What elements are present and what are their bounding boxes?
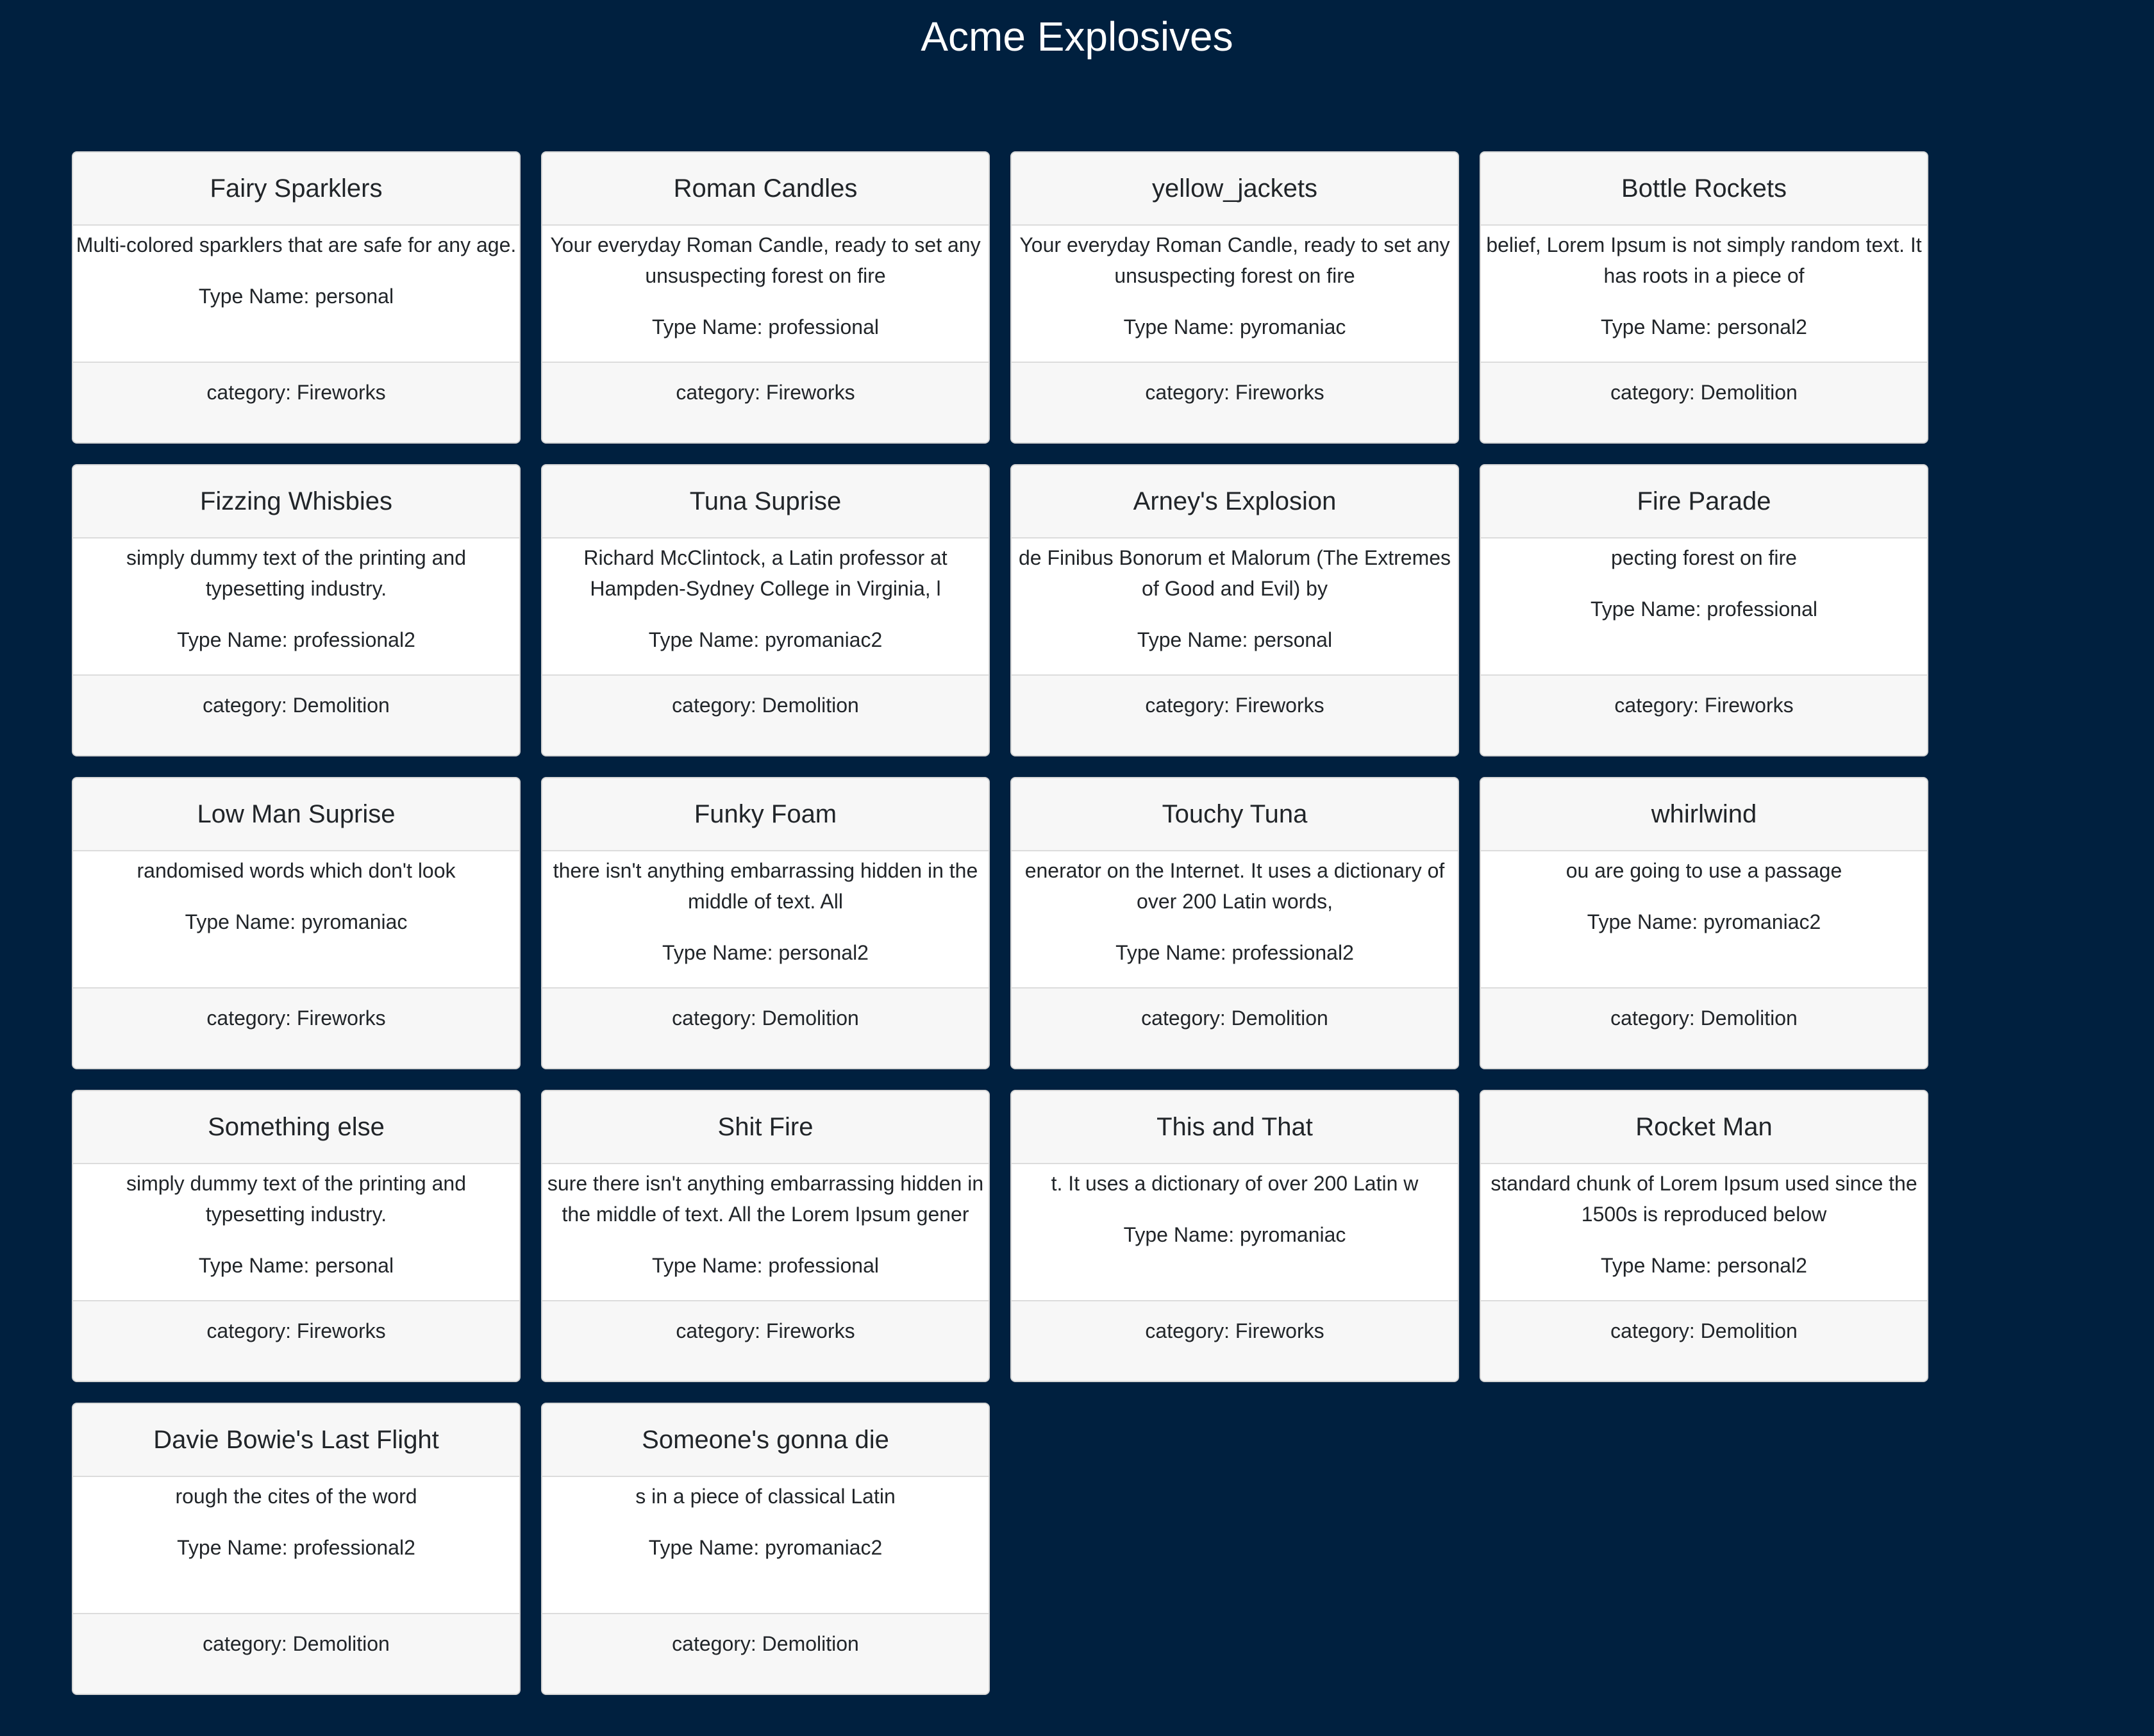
product-card: [541, 777, 990, 1069]
product-description: pecting forest on fire: [1611, 546, 1797, 569]
product-card: [72, 1090, 521, 1382]
product-type-name: professional: [1707, 597, 1817, 621]
product-type-line: [76, 1250, 517, 1281]
category-label: category:: [672, 1632, 762, 1655]
product-type-name: personal2: [778, 941, 869, 964]
product-type-line: [1483, 906, 1924, 937]
type-label: Type Name:: [652, 1254, 769, 1277]
product-category: Fireworks: [1235, 694, 1324, 717]
card-footer: [1481, 362, 1927, 442]
product-type-name: professional2: [293, 1536, 415, 1559]
type-label: Type Name:: [1587, 910, 1704, 933]
product-card: [1010, 1090, 1459, 1382]
type-label: Type Name:: [185, 910, 301, 933]
card-footer: [73, 1613, 519, 1694]
product-description: simply dummy text of the printing and typesetting industry.: [126, 1172, 466, 1226]
product-name: Davie Bowie's Last Flight: [73, 1404, 519, 1477]
type-label: Type Name:: [652, 315, 769, 338]
product-name: Funky Foam: [542, 778, 989, 851]
product-category: Demolition: [1231, 1006, 1328, 1030]
card-footer: [542, 1613, 989, 1694]
product-card: [1480, 464, 1928, 756]
category-label: category:: [672, 1006, 762, 1030]
product-card: [1010, 151, 1459, 444]
card-body: [1481, 538, 1927, 674]
product-description: Multi-colored sparklers that are safe for any age.: [76, 233, 517, 256]
category-label: category:: [206, 381, 297, 404]
product-type-line: [1014, 312, 1455, 342]
page-title: Acme Explosives: [921, 13, 1233, 60]
card-footer: [542, 362, 989, 442]
category-label: category:: [1614, 694, 1705, 717]
product-type-name: pyromaniac2: [765, 1536, 883, 1559]
card-footer: [1012, 674, 1458, 755]
product-description: Your everyday Roman Candle, ready to set any unsuspecting forest on fire: [1019, 233, 1450, 287]
type-label: Type Name:: [198, 285, 315, 308]
product-card: [1480, 1090, 1928, 1382]
product-type-line: [545, 937, 986, 968]
product-category: Fireworks: [765, 1319, 855, 1342]
card-body: [73, 1477, 519, 1613]
card-body: [73, 538, 519, 674]
product-type-name: personal: [315, 1254, 394, 1277]
card-footer: [542, 674, 989, 755]
product-type-name: professional: [768, 1254, 879, 1277]
type-label: Type Name:: [198, 1254, 315, 1277]
product-category: Fireworks: [1235, 1319, 1324, 1342]
product-description: standard chunk of Lorem Ipsum used since the 1500s is reproduced below: [1490, 1172, 1917, 1226]
product-card: [1010, 777, 1459, 1069]
product-category: Fireworks: [296, 1006, 386, 1030]
category-label: category:: [1610, 1319, 1701, 1342]
product-description: t. It uses a dictionary of over 200 Latin w: [1051, 1172, 1419, 1195]
card-body: [1481, 1164, 1927, 1300]
card-body: [542, 226, 989, 362]
card-body: [542, 1164, 989, 1300]
type-label: Type Name:: [177, 628, 294, 651]
type-label: Type Name:: [648, 628, 765, 651]
product-description: Your everyday Roman Candle, ready to set any unsuspecting forest on fire: [550, 233, 981, 287]
product-description: de Finibus Bonorum et Malorum (The Extremes of Good and Evil) by: [1018, 546, 1451, 600]
product-card: [541, 1403, 990, 1695]
product-description: s in a piece of classical Latin: [635, 1485, 896, 1508]
product-description: sure there isn't anything embarrassing hidden in the middle of text. All the Lorem Ipsum gener: [547, 1172, 984, 1226]
product-card: [72, 464, 521, 756]
category-label: category:: [1145, 694, 1235, 717]
type-label: Type Name:: [1601, 1254, 1717, 1277]
card-footer: [73, 362, 519, 442]
product-card: [541, 151, 990, 444]
product-category: Fireworks: [1704, 694, 1794, 717]
card-body: [1012, 851, 1458, 987]
category-label: category:: [206, 1319, 297, 1342]
card-body: [73, 851, 519, 987]
card-footer: [73, 987, 519, 1068]
category-label: category:: [203, 694, 293, 717]
product-type-line: [1483, 1250, 1924, 1281]
product-description: there isn't anything embarrassing hidden in the middle of text. All: [553, 859, 978, 913]
product-name: Low Man Suprise: [73, 778, 519, 851]
card-body: [542, 538, 989, 674]
card-body: [1481, 851, 1927, 987]
card-footer: [1481, 674, 1927, 755]
product-type-line: [1483, 312, 1924, 342]
product-name: Tuna Suprise: [542, 465, 989, 538]
product-description: ou are going to use a passage: [1565, 859, 1842, 882]
product-type-name: personal: [315, 285, 394, 308]
product-category: Fireworks: [296, 381, 386, 404]
product-card: [72, 777, 521, 1069]
category-label: category:: [1610, 381, 1701, 404]
card-body: [542, 1477, 989, 1613]
type-label: Type Name:: [1115, 941, 1232, 964]
category-label: category:: [676, 1319, 766, 1342]
product-grid: [72, 151, 1930, 1695]
product-type-line: [545, 1250, 986, 1281]
type-label: Type Name:: [1601, 315, 1717, 338]
product-type-line: [76, 1532, 517, 1563]
product-type-name: pyromaniac: [301, 910, 408, 933]
product-type-name: pyromaniac: [1240, 315, 1346, 338]
product-type-name: pyromaniac: [1240, 1223, 1346, 1246]
product-type-name: professional: [768, 315, 879, 338]
card-footer: [73, 1300, 519, 1381]
product-card: [72, 1403, 521, 1695]
product-description: simply dummy text of the printing and typesetting industry.: [126, 546, 466, 600]
type-label: Type Name:: [1123, 1223, 1240, 1246]
card-body: [73, 226, 519, 362]
product-category: Fireworks: [765, 381, 855, 404]
product-type-line: [545, 624, 986, 655]
product-category: Fireworks: [296, 1319, 386, 1342]
card-body: [542, 851, 989, 987]
product-type-name: professional2: [293, 628, 415, 651]
card-footer: [1012, 987, 1458, 1068]
type-label: Type Name:: [177, 1536, 294, 1559]
product-category: Demolition: [1700, 1006, 1798, 1030]
product-name: Fizzing Whisbies: [73, 465, 519, 538]
product-description: enerator on the Internet. It uses a dictionary of over 200 Latin words,: [1024, 859, 1445, 913]
card-footer: [1481, 1300, 1927, 1381]
card-footer: [1012, 362, 1458, 442]
product-type-line: [1014, 624, 1455, 655]
product-name: Touchy Tuna: [1012, 778, 1458, 851]
card-footer: [1481, 987, 1927, 1068]
type-label: Type Name:: [1590, 597, 1707, 621]
card-footer: [1012, 1300, 1458, 1381]
product-category: Demolition: [762, 1006, 859, 1030]
product-type-line: [76, 281, 517, 312]
category-label: category:: [672, 694, 762, 717]
product-type-line: [545, 1532, 986, 1563]
product-name: Rocket Man: [1481, 1091, 1927, 1164]
product-description: randomised words which don't look: [137, 859, 456, 882]
product-category: Demolition: [292, 694, 390, 717]
category-label: category:: [676, 381, 766, 404]
card-footer: [542, 987, 989, 1068]
card-body: [73, 1164, 519, 1300]
card-body: [1012, 1164, 1458, 1300]
product-card: [541, 1090, 990, 1382]
product-type-line: [76, 624, 517, 655]
product-name: Bottle Rockets: [1481, 153, 1927, 226]
product-name: Arney's Explosion: [1012, 465, 1458, 538]
card-body: [1012, 226, 1458, 362]
category-label: category:: [206, 1006, 297, 1030]
category-label: category:: [1145, 381, 1235, 404]
product-card: [1010, 464, 1459, 756]
product-card: [1480, 151, 1928, 444]
product-description: belief, Lorem Ipsum is not simply random text. It has roots in a piece of: [1486, 233, 1922, 287]
product-name: Someone's gonna die: [542, 1404, 989, 1477]
product-name: Fairy Sparklers: [73, 153, 519, 226]
card-footer: [73, 674, 519, 755]
product-name: This and That: [1012, 1091, 1458, 1164]
card-body: [1481, 226, 1927, 362]
product-description: Richard McClintock, a Latin professor at Hampden-Sydney College in Virginia, l: [583, 546, 948, 600]
type-label: Type Name:: [1123, 315, 1240, 338]
product-type-name: personal: [1253, 628, 1333, 651]
product-category: Demolition: [292, 1632, 390, 1655]
product-type-name: personal2: [1717, 315, 1807, 338]
product-name: Fire Parade: [1481, 465, 1927, 538]
product-card: [72, 151, 521, 444]
card-footer: [542, 1300, 989, 1381]
category-label: category:: [1141, 1006, 1231, 1030]
product-name: yellow_jackets: [1012, 153, 1458, 226]
product-type-name: personal2: [1717, 1254, 1807, 1277]
card-body: [1012, 538, 1458, 674]
product-type-line: [1014, 1219, 1455, 1250]
product-name: Shit Fire: [542, 1091, 989, 1164]
type-label: Type Name:: [1137, 628, 1254, 651]
type-label: Type Name:: [662, 941, 779, 964]
product-type-line: [76, 906, 517, 937]
product-type-name: pyromaniac2: [765, 628, 883, 651]
product-card: [541, 464, 990, 756]
product-category: Demolition: [762, 694, 859, 717]
product-category: Demolition: [1700, 1319, 1798, 1342]
product-type-line: [1483, 594, 1924, 624]
product-card: [1480, 777, 1928, 1069]
category-label: category:: [1610, 1006, 1701, 1030]
product-name: whirlwind: [1481, 778, 1927, 851]
category-label: category:: [203, 1632, 293, 1655]
category-label: category:: [1145, 1319, 1235, 1342]
product-category: Fireworks: [1235, 381, 1324, 404]
product-category: Demolition: [1700, 381, 1798, 404]
product-type-name: professional2: [1231, 941, 1354, 964]
type-label: Type Name:: [648, 1536, 765, 1559]
product-category: Demolition: [762, 1632, 859, 1655]
product-description: rough the cites of the word: [175, 1485, 417, 1508]
product-type-line: [545, 312, 986, 342]
product-name: Something else: [73, 1091, 519, 1164]
product-type-name: pyromaniac2: [1703, 910, 1821, 933]
product-type-line: [1014, 937, 1455, 968]
product-name: Roman Candles: [542, 153, 989, 226]
